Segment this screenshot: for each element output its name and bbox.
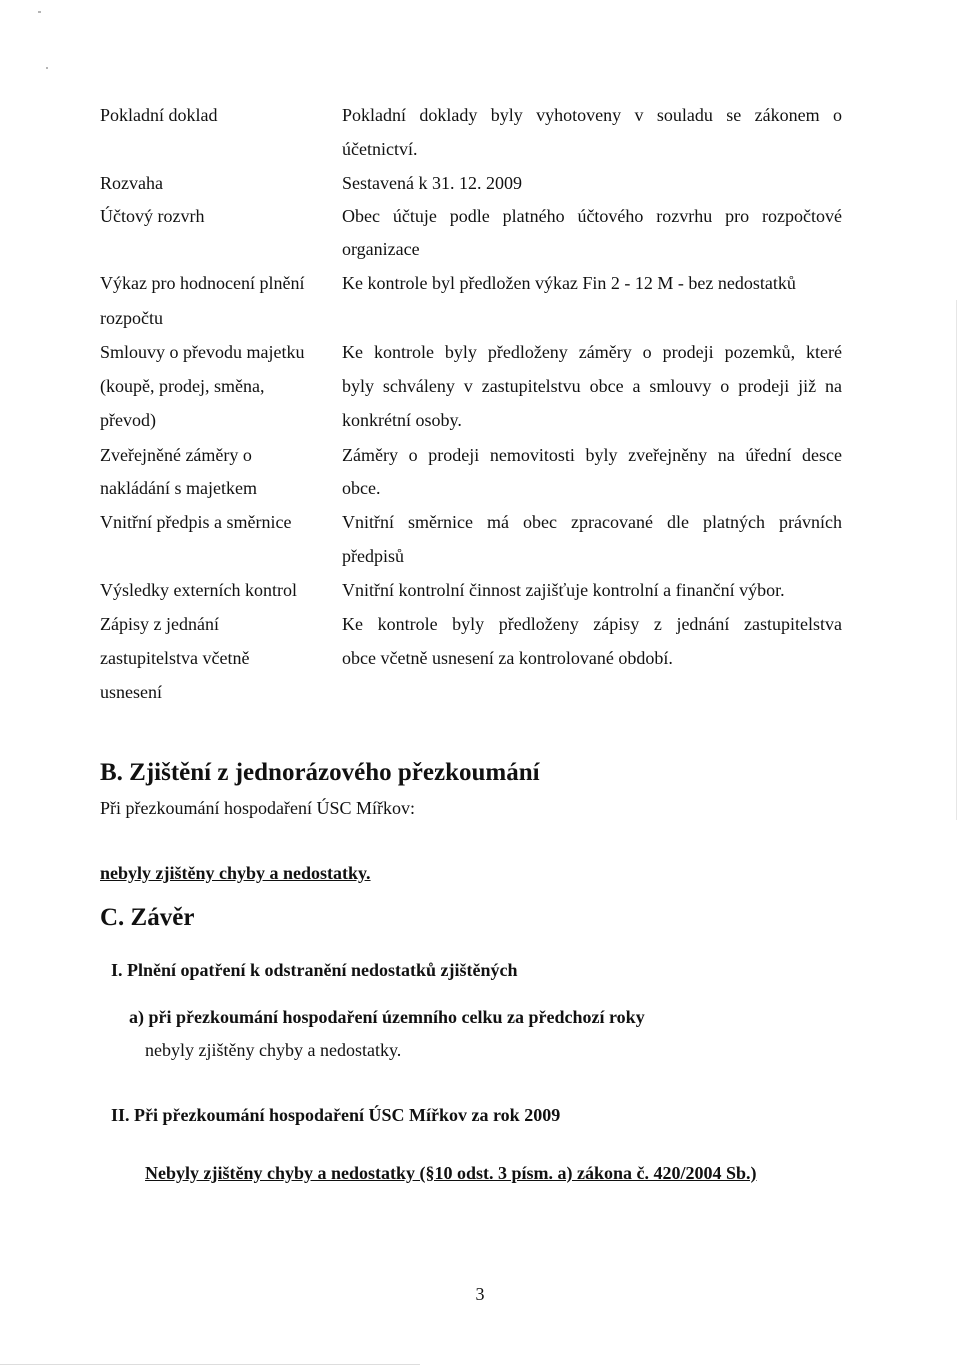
section-c-point2-text: Nebyly zjištěny chyby a nedostatky (§10 odst. 3 písm. a) zákona č. 420/2004 Sb.) xyxy=(145,1163,757,1183)
label-vnitrni-predpis: Vnitřní předpis a směrnice xyxy=(100,512,292,532)
section-b-finding: nebyly zjištěny chyby a nedostatky. xyxy=(100,863,371,883)
label-zapisy-line1: Zápisy z jednání xyxy=(100,614,219,634)
label-uctovy-rozvrh: Účtový rozvrh xyxy=(100,206,205,226)
section-c-heading: C. Závěr xyxy=(100,904,195,931)
value-zamery-line2: obce. xyxy=(342,478,381,498)
value-zapisy-line2: obce včetně usnesení za kontrolované období. xyxy=(342,648,673,668)
label-zamery-line1: Zveřejněné záměry o xyxy=(100,445,252,465)
label-zamery-line2: nakládání s majetkem xyxy=(100,478,257,498)
label-smlouvy-line3: převod) xyxy=(100,410,156,430)
value-pokladni-doklad-line2: účetnictví. xyxy=(342,139,418,159)
section-c-point2-heading: II. Při přezkoumání hospodaření ÚSC Mířkov za rok 2009 xyxy=(111,1105,561,1125)
scan-speck xyxy=(46,67,48,69)
section-b-heading: B. Zjištění z jednorázového přezkoumání xyxy=(100,759,540,786)
value-vysledky-kontrol: Vnitřní kontrolní činnost zajišťuje kontrolní a finanční výbor. xyxy=(342,580,785,600)
value-vnitrni-predpis-line2: předpisů xyxy=(342,546,404,566)
label-vykaz-line1: Výkaz pro hodnocení plnění xyxy=(100,273,305,293)
section-c-point1-subheading: a) při přezkoumání hospodaření územního celku za předchozí roky xyxy=(129,1007,645,1027)
value-smlouvy-line2: byly schváleny v zastupitelstvu obce a smlouvy o prodeji již na xyxy=(342,376,842,396)
value-pokladni-doklad-line1: Pokladní doklady byly vyhotoveny v souladu se zákonem o xyxy=(342,105,842,125)
page-number: 3 xyxy=(475,1284,485,1304)
scan-speck xyxy=(38,11,41,13)
value-uctovy-rozvrh-line2: organizace xyxy=(342,239,420,259)
section-c-point1-heading: I. Plnění opatření k odstranění nedostatků zjištěných xyxy=(111,960,518,980)
label-smlouvy-line2: (koupě, prodej, směna, xyxy=(100,376,265,396)
scan-edge-line xyxy=(956,300,957,820)
value-zapisy-line1: Ke kontrole byly předloženy zápisy z jednání zastupitelstva xyxy=(342,614,842,634)
label-rozvaha: Rozvaha xyxy=(100,173,163,193)
section-b-intro: Při přezkoumání hospodaření ÚSC Mířkov: xyxy=(100,798,415,818)
label-smlouvy-line1: Smlouvy o převodu majetku xyxy=(100,342,305,362)
value-uctovy-rozvrh-line1: Obec účtuje podle platného účtového rozvrhu pro rozpočtové xyxy=(342,206,842,226)
value-zamery-line1: Záměry o prodeji nemovitosti byly zveřejněny na úřední desce xyxy=(342,445,842,465)
label-vykaz-line2: rozpočtu xyxy=(100,308,163,328)
label-pokladni-doklad: Pokladní doklad xyxy=(100,105,218,125)
scan-bottom-line xyxy=(0,1364,420,1365)
value-rozvaha: Sestavená k 31. 12. 2009 xyxy=(342,173,522,193)
value-smlouvy-line1: Ke kontrole byly předloženy záměry o prodeji pozemků, které xyxy=(342,342,842,362)
value-smlouvy-line3: konkrétní osoby. xyxy=(342,410,462,430)
section-c-point1-subtext: nebyly zjištěny chyby a nedostatky. xyxy=(145,1040,402,1060)
label-zapisy-line2: zastupitelstva včetně xyxy=(100,648,250,668)
value-vnitrni-predpis-line1: Vnitřní směrnice má obec zpracované dle platných právních xyxy=(342,512,842,532)
label-zapisy-line3: usnesení xyxy=(100,682,162,702)
value-vykaz: Ke kontrole byl předložen výkaz Fin 2 - 12 M - bez nedostatků xyxy=(342,273,796,293)
label-vysledky-kontrol: Výsledky externích kontrol xyxy=(100,580,297,600)
